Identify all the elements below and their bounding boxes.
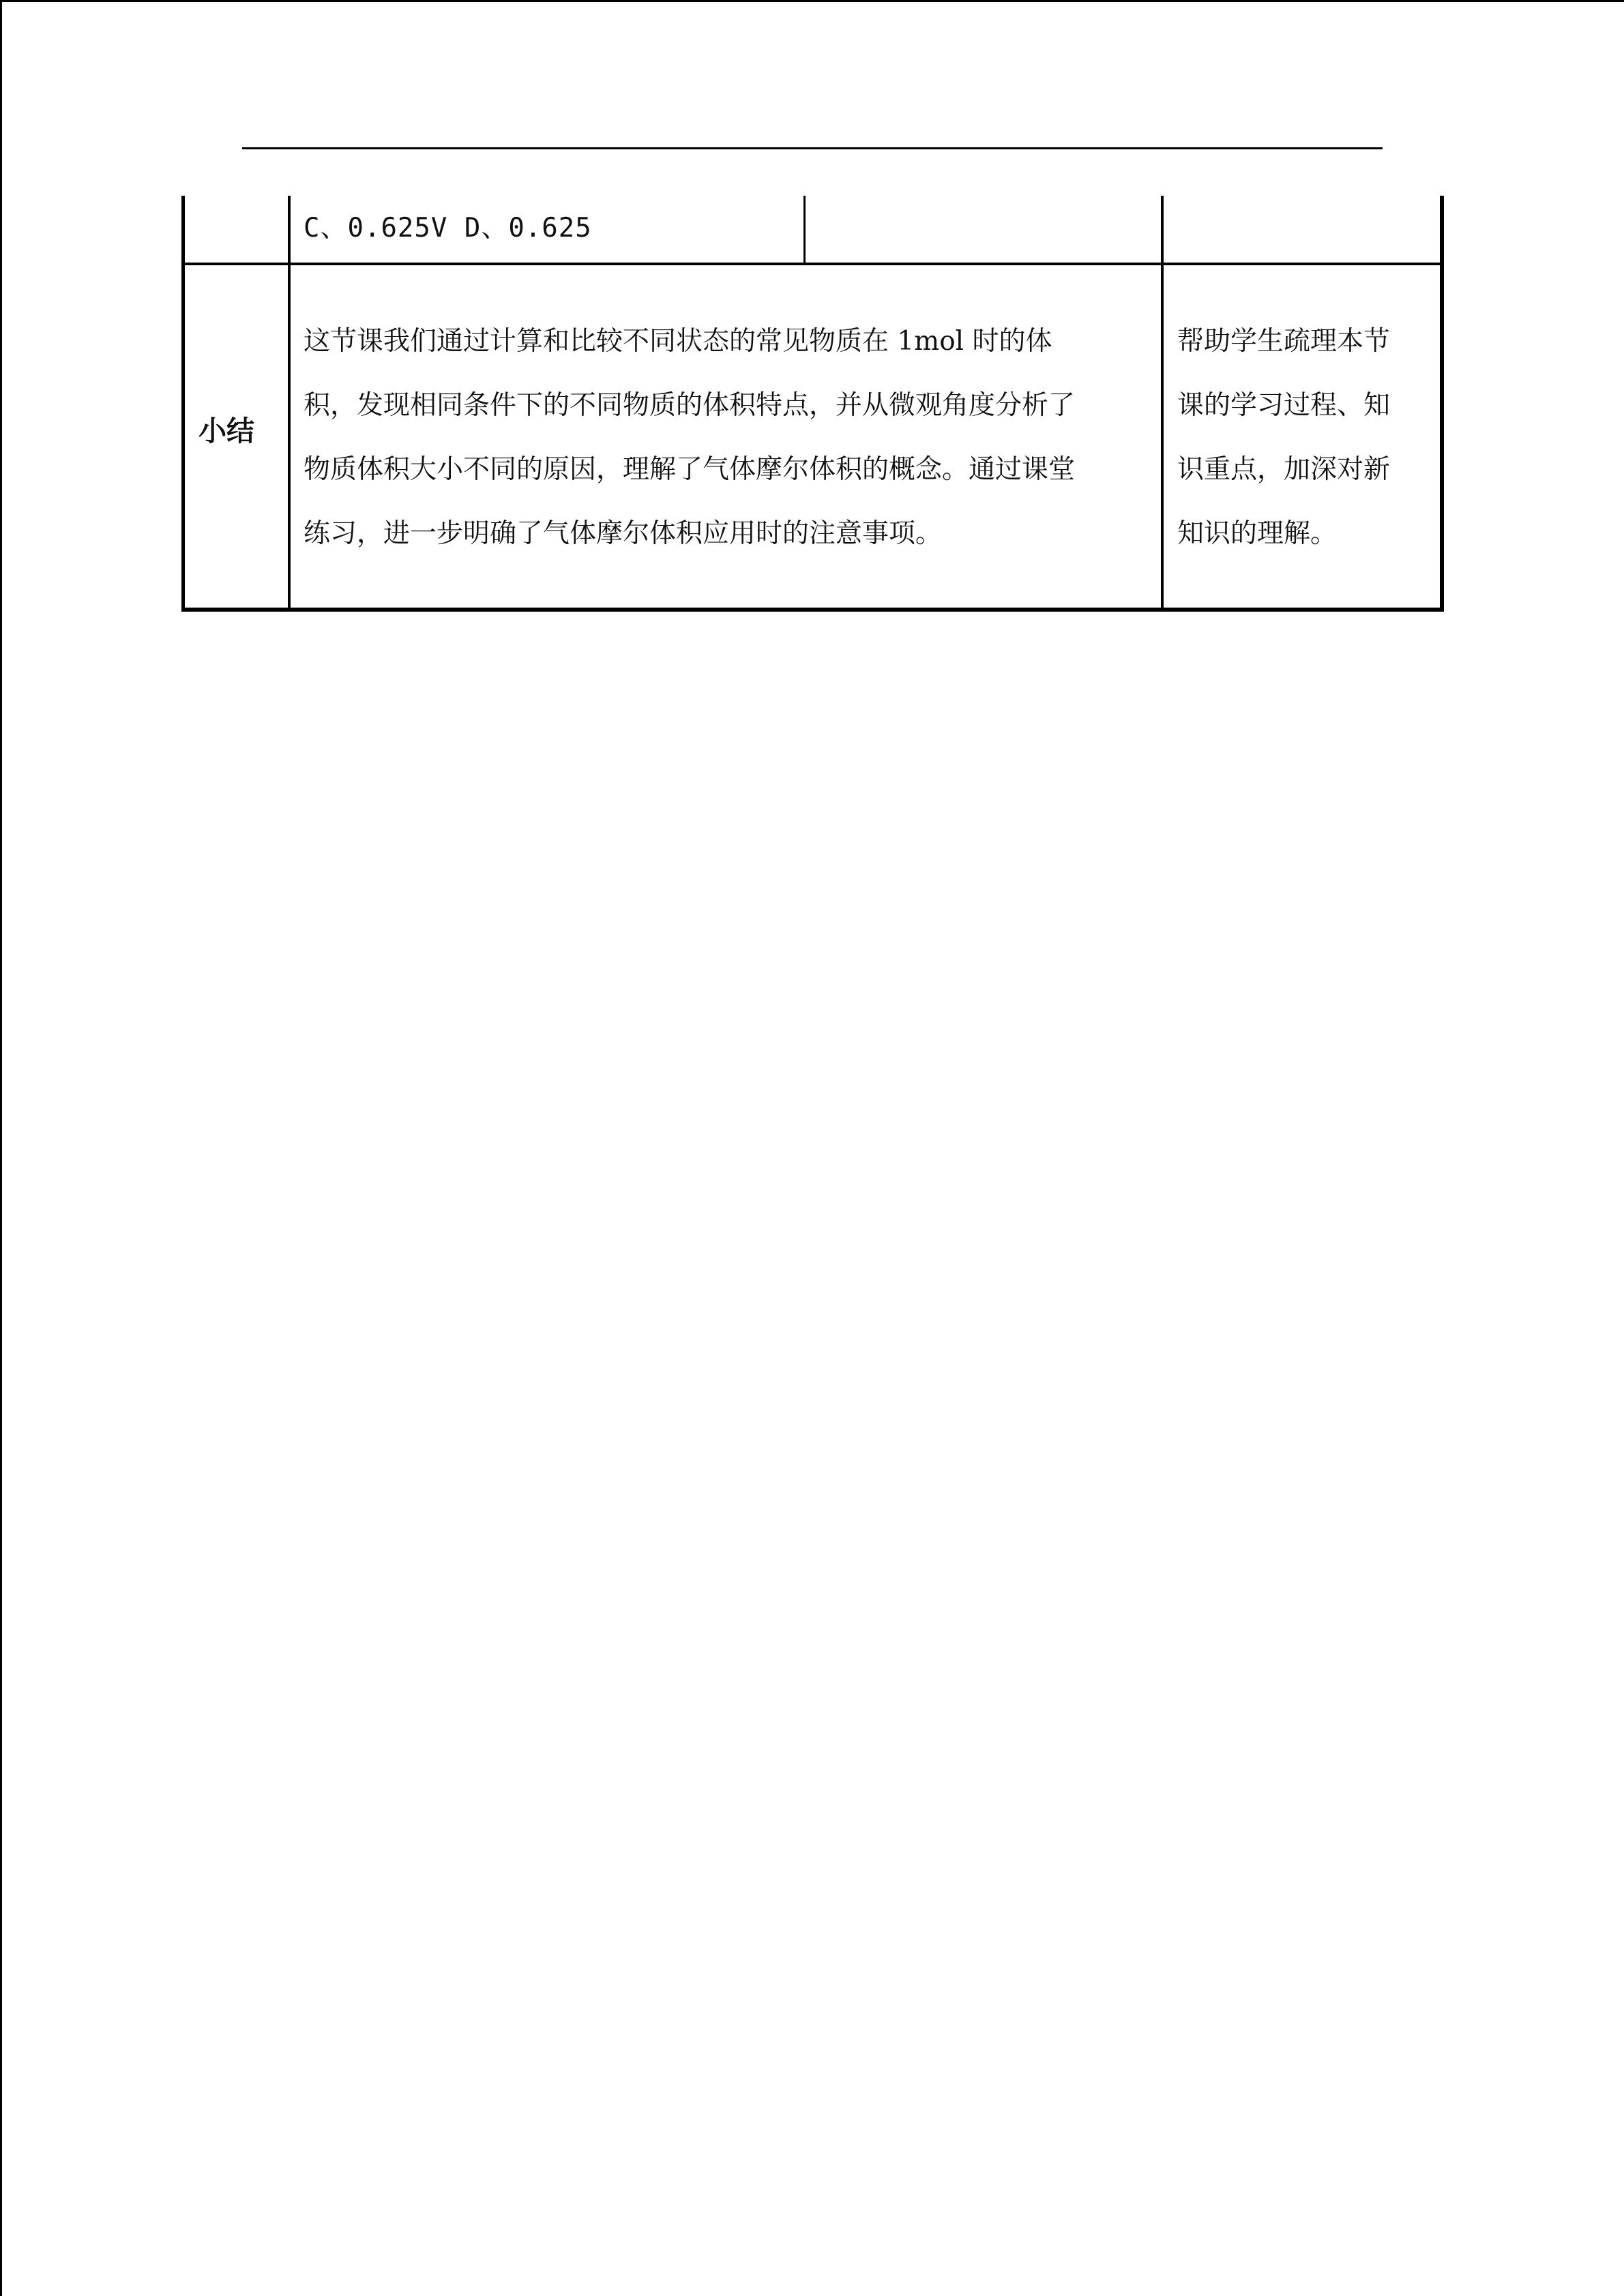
table-left-border <box>181 196 185 612</box>
summary-content-line: 积，发现相同条件下的不同物质的体积特点，并从微观角度分析了 <box>304 390 1076 421</box>
header-rule <box>242 147 1383 149</box>
design-intent-line: 帮助学生疏理本节 <box>1177 326 1391 357</box>
summary-label: 小结 <box>198 415 254 447</box>
note-column-divider <box>1161 196 1164 610</box>
design-intent-line: 识重点，加深对新 <box>1177 454 1391 485</box>
row-divider <box>181 263 1444 265</box>
design-intent-line: 课的学习过程、知 <box>1177 390 1391 421</box>
design-intent-line: 知识的理解。 <box>1177 518 1338 549</box>
label-column-divider <box>288 196 291 610</box>
lesson-table <box>181 196 1444 612</box>
table-bottom-border <box>181 608 1444 612</box>
summary-content-line: 物质体积大小不同的原因，理解了气体摩尔体积的概念。通过课堂 <box>304 454 1076 485</box>
table-right-border <box>1440 196 1444 612</box>
answer-options: C、0.625V D、0.625 <box>304 213 592 243</box>
page-edge-left <box>0 0 2 2296</box>
summary-content <box>304 310 1075 566</box>
summary-content-line: 这节课我们通过计算和比较不同状态的常见物质在 1mol 时的体 <box>304 326 1052 357</box>
design-intent-note <box>1177 310 1390 566</box>
page-edge-top <box>0 0 1624 2</box>
summary-content-line: 练习，进一步明确了气体摩尔体积应用时的注意事项。 <box>304 518 943 549</box>
content-split-divider <box>803 196 806 264</box>
